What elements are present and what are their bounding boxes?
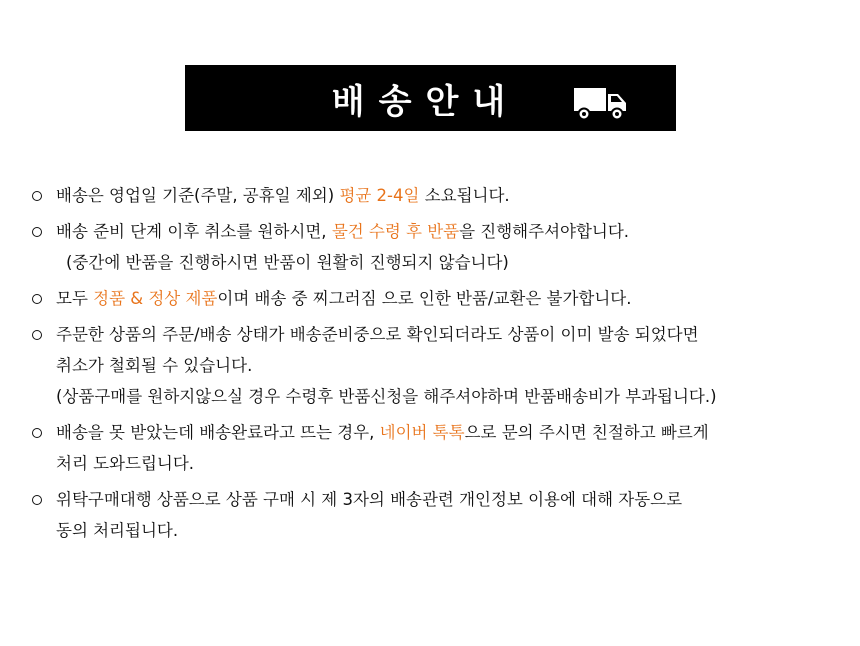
item-text: 이며 배송 중 찌그러짐 으로 인한 반품/교환은 불가합니다. — [217, 289, 632, 308]
item-text: 을 진행해주셔야합니다. — [459, 222, 630, 241]
highlight-text: 정품 & 정상 제품 — [93, 289, 218, 308]
item-text: 모두 — [56, 289, 94, 308]
item-text: 배송을 못 받았는데 배송완료라고 뜨는 경우, — [56, 423, 380, 442]
bullet-circle-icon — [32, 191, 42, 201]
item-line: 처리 도와드립니다. — [56, 454, 195, 473]
item-line: (상품구매를 원하지않으실 경우 수령후 반품신청을 해주셔야하며 반품배송비가 부과됩니다.) — [56, 387, 717, 406]
bullet-circle-icon — [32, 294, 42, 304]
item-line — [56, 180, 832, 211]
truck-icon — [572, 84, 628, 122]
bullet-circle-icon — [32, 428, 42, 438]
item-line: 위탁구매대행 상품으로 상품 구매 시 제 3자의 배송관련 개인정보 이용에 대해 자동으로 — [56, 490, 683, 509]
list-item — [32, 180, 832, 211]
item-line — [56, 417, 832, 448]
bullet-circle-icon — [32, 495, 42, 505]
highlight-text: 물건 수령 후 반품 — [331, 222, 460, 241]
list-item — [32, 283, 832, 314]
page-title: 배송안내 — [331, 81, 520, 122]
item-line: 동의 처리됩니다. — [56, 521, 179, 540]
item-line: 주문한 상품의 주문/배송 상태가 배송준비중으로 확인되더라도 상품이 이미 발송 되었다면 — [56, 325, 699, 344]
bullet-circle-icon — [32, 330, 42, 340]
item-line: 취소가 철회될 수 있습니다. — [56, 356, 253, 375]
item-line — [56, 216, 832, 247]
item-text: 배송은 영업일 기준(주말, 공휴일 제외) — [56, 186, 340, 205]
list-item — [32, 216, 832, 278]
list-item — [32, 417, 832, 479]
item-text: 소요됩니다. — [419, 186, 510, 205]
item-text: 으로 문의 주시면 친절하고 빠르게 — [464, 423, 709, 442]
list-item — [32, 319, 832, 412]
item-line: (중간에 반품을 진행하시면 반품이 원활히 진행되지 않습니다) — [66, 253, 509, 272]
shipping-info-list — [32, 180, 832, 551]
bullet-circle-icon — [32, 227, 42, 237]
highlight-text: 평균 2-4일 — [339, 186, 420, 205]
highlight-text: 네이버 톡톡 — [379, 423, 465, 442]
item-line — [56, 283, 832, 314]
list-item — [32, 484, 832, 546]
item-text: 배송 준비 단계 이후 취소를 원하시면, — [56, 222, 332, 241]
